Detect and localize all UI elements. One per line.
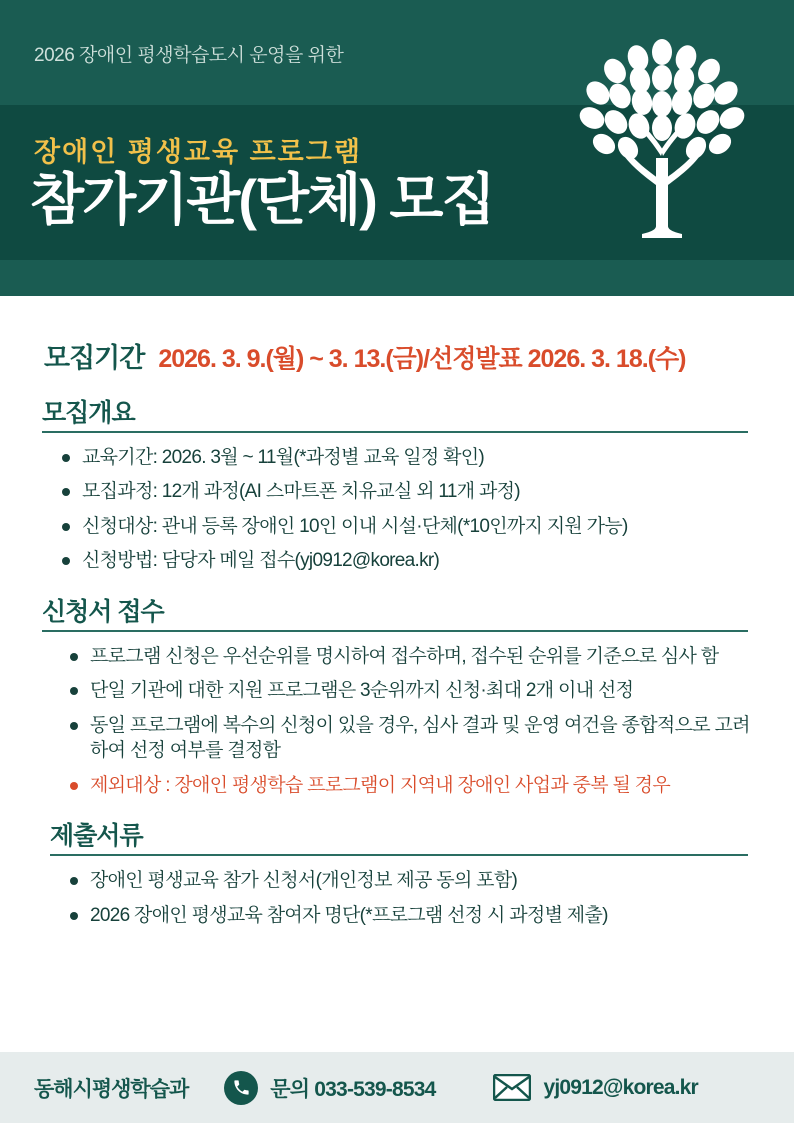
list-item: 장애인 평생교육 참가 신청서(개인정보 제공 동의 포함) [68, 868, 760, 893]
page-title: 참가기관(단체) 모집 [30, 168, 494, 231]
section-overview-title: 모집개요 [42, 399, 135, 427]
phone-icon [224, 1071, 258, 1105]
period-value: 2026. 3. 9.(월) ~ 3. 13.(금)/선정발표 2026. 3. 18.(수) [158, 345, 686, 373]
section-documents-list [34, 868, 760, 928]
section-application-list [34, 644, 760, 798]
list-item: 단일 기관에 대한 지원 프로그램은 3순위까지 신청·최대 2개 이내 선정 [68, 678, 760, 703]
section-overview-list [34, 445, 760, 574]
recruitment-period [44, 336, 760, 375]
section-overview-head [42, 393, 760, 433]
poster-body [0, 296, 794, 1052]
section-documents-title: 제출서류 [50, 822, 143, 851]
footer-email-text: yj0912@korea.kr [543, 1075, 698, 1099]
section-application [34, 592, 760, 798]
poster-footer [0, 1052, 794, 1123]
list-item: 동일 프로그램에 복수의 신청이 있을 경우, 심사 결과 및 운영 여건을 종합적으로 고려하여 선정 여부를 결정함 [68, 713, 760, 764]
list-item: 신청대상: 관내 등록 장애인 10인 이내 시설·단체(*10인까지 지원 가능) [60, 514, 760, 539]
period-label: 모집기간 [44, 343, 145, 373]
list-item: 2026 장애인 평생교육 참여자 명단(*프로그램 선정 시 과정별 제출) [68, 903, 760, 928]
section-application-title: 신청서 접수 [42, 597, 164, 626]
list-item: 모집과정: 12개 과정(AI 스마트폰 치유교실 외 11개 과정) [60, 479, 760, 504]
header-kicker: 2026 장애인 평생학습도시 운영을 위한 [34, 45, 344, 66]
list-item: 교육기간: 2026. 3월 ~ 11월(*과정별 교육 일정 확인) [60, 445, 760, 470]
footer-email [493, 1074, 697, 1101]
footer-phone-text: 문의 033-539-8534 [270, 1077, 436, 1101]
section-divider [42, 431, 748, 433]
mail-icon [493, 1074, 531, 1101]
section-divider [42, 630, 748, 632]
list-item-exclusion: 제외대상 : 장애인 평생학습 프로그램이 지역내 장애인 사업과 중복 될 경우 [68, 773, 760, 798]
list-item: 신청방법: 담당자 메일 접수(yj0912@korea.kr) [60, 548, 760, 573]
tree-icon [572, 38, 752, 253]
footer-department: 동해시평생학습과 [34, 1077, 189, 1101]
list-item: 프로그램 신청은 우선순위를 명시하여 접수하며, 접수된 순위를 기준으로 심사 함 [68, 644, 760, 669]
header-subtitle: 장애인 평생교육 프로그램 [34, 137, 362, 167]
section-application-head [42, 592, 760, 632]
section-divider [50, 854, 748, 856]
footer-phone [224, 1071, 435, 1105]
section-documents [34, 816, 760, 928]
section-overview [34, 393, 760, 574]
poster-header [0, 0, 794, 296]
section-documents-head [50, 816, 760, 856]
